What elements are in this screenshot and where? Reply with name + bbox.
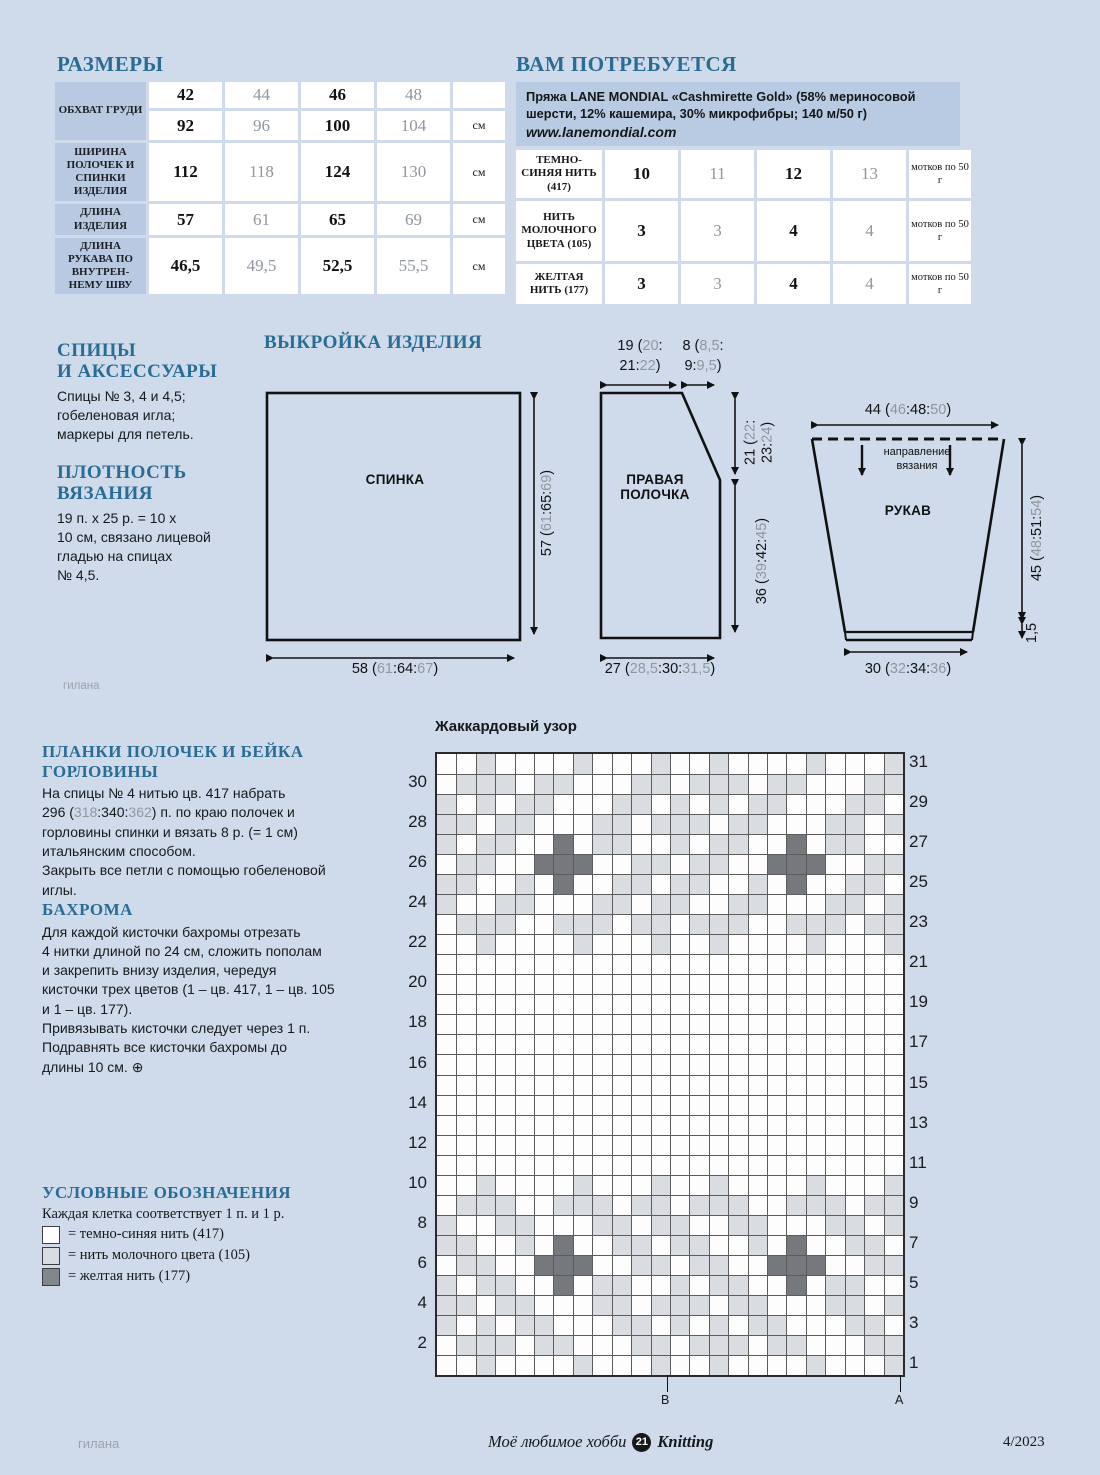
gauge-heading-line1: ПЛОТНОСТЬ bbox=[57, 462, 187, 483]
bands-rest: горловины спинки и вязать 8 р. (= 1 см) итальянским способом. Закрыть все петли с помощью гобеленовой иглы. bbox=[42, 823, 326, 898]
chart-row-label: 4 bbox=[417, 1292, 427, 1312]
marker-b-tick bbox=[667, 1375, 668, 1392]
chart-row-label: 1 bbox=[909, 1352, 919, 1372]
sleeve-right-edge bbox=[973, 439, 1004, 632]
chart-row-label: 8 bbox=[417, 1212, 427, 1232]
front-slope-dim: 21 (22: 23:24) bbox=[742, 419, 776, 465]
yarn-url[interactable]: www.lanemondial.com bbox=[526, 123, 677, 140]
sleeve-piece-label: РУКАВ bbox=[884, 503, 932, 518]
sleeve-left-edge bbox=[812, 439, 845, 632]
footer-magazine-subtitle: Knitting bbox=[657, 1432, 714, 1451]
front-top1-dim-l2: 21:22) bbox=[619, 358, 661, 374]
yarn-table: ТЕМНО-СИНЯЯ НИТЬ (417) 10 11 12 13 мотков по 50 г НИТЬ МОЛОЧНОГО ЦВЕТА (105) 3 3 4 4 мотков по 50 г ЖЕЛТАЯ НИТЬ (177) 3 3 4 4 мотков по 50 г bbox=[516, 150, 971, 304]
footer-magazine-title: Моё любимое хобби bbox=[488, 1432, 627, 1451]
needles-heading-line2: И АКСЕССУАРЫ bbox=[57, 361, 218, 383]
legend-swatch bbox=[42, 1247, 60, 1265]
chart-row-label: 16 bbox=[408, 1052, 427, 1072]
chart-row-label: 7 bbox=[909, 1232, 919, 1252]
chart-row-label: 28 bbox=[408, 812, 427, 832]
chart-row-label: 17 bbox=[909, 1032, 928, 1052]
front-piece-outline bbox=[601, 393, 720, 638]
front-width-dim: 27 (28,5:30:31,5) bbox=[604, 661, 716, 677]
marker-b-label: B bbox=[661, 1393, 670, 1407]
gauge-section bbox=[57, 462, 277, 586]
front-top2-dim-l2: 9:9,5) bbox=[684, 358, 722, 374]
back-width-dim: 58 (61:64:67) bbox=[351, 661, 439, 677]
bands-heading-line2: ГОРЛОВИНЫ bbox=[42, 761, 159, 781]
footer-page-badge: 21 bbox=[632, 1433, 651, 1452]
chart-row-label: 10 bbox=[408, 1172, 427, 1192]
chart-row-label: 25 bbox=[909, 872, 928, 892]
needles-section bbox=[57, 340, 267, 444]
fringe-body: Для каждой кисточки бахромы отрезать 4 нитки длиной по 24 см, сложить пополам и закрепить внизу изделия, чередуя кисточки трех цветов (1 – цв. 417, 1 – цв. 105 и 1 – цв. 177). Привязывать кисточки следует через 1 п. Подравнять все кисточки бахромы до длины 10 см. ⊕ bbox=[42, 923, 335, 1075]
front-top2-dim-l1: 8 (8,5: bbox=[682, 338, 724, 354]
chart-row-label: 6 bbox=[417, 1252, 427, 1272]
legend-items bbox=[42, 1226, 402, 1286]
chart-row-label: 31 bbox=[909, 752, 928, 772]
chart-row-label: 19 bbox=[909, 992, 928, 1012]
legend-note: Каждая клетка соответствует 1 п. и 1 р. bbox=[42, 1205, 285, 1222]
fringe-section bbox=[42, 900, 407, 1077]
chart-row-label: 30 bbox=[408, 772, 427, 792]
needles-heading-line1: СПИЦЫ bbox=[57, 340, 137, 361]
chart-title: Жаккардовый узор bbox=[435, 718, 577, 735]
fringe-heading: БАХРОМА bbox=[42, 900, 133, 919]
back-height-dim: 57 (61:65:69) bbox=[539, 469, 555, 557]
legend-section bbox=[42, 1183, 402, 1289]
chart-row-label: 13 bbox=[909, 1112, 928, 1132]
yarn-info-box bbox=[516, 82, 960, 146]
chart-row-label: 14 bbox=[408, 1092, 427, 1112]
legend-item: = темно-синяя нить (417) bbox=[42, 1226, 402, 1244]
sizes-table: 42 44 46 48 ОБХВАТ ГРУДИ 92 96 100 104 см ШИРИНА ПОЛОЧЕК И СПИНКИ ИЗДЕЛИЯ 112 118 124 130 см ДЛИНА ИЗДЕЛИЯ 57 61 65 69 см ДЛИНА РУКАВА ПО ВНУТРЕННЕМУ ШВУ 46,5 49,5 52,5 55,5 см bbox=[55, 82, 505, 294]
jacquard-grid bbox=[435, 752, 905, 1377]
chart-row-label: 11 bbox=[909, 1152, 927, 1172]
chart-row-label: 23 bbox=[909, 912, 928, 932]
sleeve-top-dim: 44 (46:48:50) bbox=[864, 402, 952, 418]
chart-row-label: 27 bbox=[909, 832, 928, 852]
bands-section bbox=[42, 742, 397, 900]
chart-row-label: 12 bbox=[408, 1132, 427, 1152]
needles-body: Спицы № 3, 4 и 4,5; гобеленовая игла; маркеры для петель. bbox=[57, 387, 194, 443]
legend-item: = желтая нить (177) bbox=[42, 1268, 402, 1286]
chart-row-label: 24 bbox=[408, 892, 427, 912]
legend-heading: УСЛОВНЫЕ ОБОЗНАЧЕНИЯ bbox=[42, 1183, 292, 1202]
front-piece-label: ПРАВАЯ ПОЛОЧКА bbox=[620, 472, 690, 502]
chart-row-label: 29 bbox=[909, 792, 928, 812]
bands-line2: 296 (318:340:362) п. по краю полочек и bbox=[42, 804, 295, 821]
chart-row-label: 9 bbox=[909, 1192, 919, 1212]
gauge-body: 19 п. х 25 р. = 10 х 10 см, связано лицевой гладью на спицах № 4,5. bbox=[57, 509, 211, 584]
chart-row-label: 5 bbox=[909, 1272, 919, 1292]
marker-a-label: A bbox=[895, 1393, 904, 1407]
chart-section bbox=[395, 712, 955, 1412]
yarn-description: Пряжа LANE MONDIAL «Cashmirette Gold» (58% мериносовой шерсти, 12% кашемира, 30% микрофибры; 140 м/50 г) bbox=[526, 89, 916, 121]
sleeve-width-dim: 30 (32:34:36) bbox=[864, 661, 952, 677]
footer-magazine bbox=[488, 1432, 713, 1452]
chart-row-label: 26 bbox=[408, 852, 427, 872]
front-top1-dim-l1: 19 (20: bbox=[617, 338, 663, 354]
chart-row-label: 22 bbox=[408, 932, 427, 952]
sizes-heading: РАЗМЕРЫ bbox=[57, 52, 164, 76]
chart-row-label: 18 bbox=[408, 1012, 427, 1032]
bands-heading-line1: ПЛАНКИ ПОЛОЧЕК И БЕЙКА bbox=[42, 742, 304, 761]
chart-row-label: 3 bbox=[909, 1312, 919, 1332]
gauge-heading-line2: ВЯЗАНИЯ bbox=[57, 483, 153, 505]
chart-row-label: 2 bbox=[417, 1332, 427, 1352]
back-piece-outline bbox=[267, 393, 520, 640]
sleeve-height-dim: 45 (48:51:54) bbox=[1029, 494, 1045, 582]
knitting-direction-label: направление вязания bbox=[883, 446, 951, 472]
legend-item: = нить молочного цвета (105) bbox=[42, 1247, 402, 1265]
sleeve-cuff-dim: 1,5 bbox=[1024, 622, 1040, 644]
bands-line1: На спицы № 4 нитью цв. 417 набрать bbox=[42, 785, 286, 802]
chart-row-label: 15 bbox=[909, 1072, 928, 1092]
back-piece-label: СПИНКА bbox=[365, 472, 425, 487]
watermark-mid: гилана bbox=[63, 680, 100, 692]
footer-brand: гилана bbox=[78, 1436, 120, 1451]
legend-swatch bbox=[42, 1268, 60, 1286]
materials-heading: ВАМ ПОТРЕБУЕТСЯ bbox=[516, 52, 737, 76]
schematic-heading: ВЫКРОЙКА ИЗДЕЛИЯ bbox=[264, 332, 483, 353]
footer-issue: 4/2023 bbox=[1003, 1434, 1045, 1450]
chart-row-label: 20 bbox=[408, 972, 427, 992]
legend-swatch bbox=[42, 1226, 60, 1244]
marker-a-tick bbox=[900, 1375, 901, 1392]
chart-row-label: 21 bbox=[909, 952, 928, 972]
front-side-dim: 36 (39:42:45) bbox=[754, 517, 770, 605]
